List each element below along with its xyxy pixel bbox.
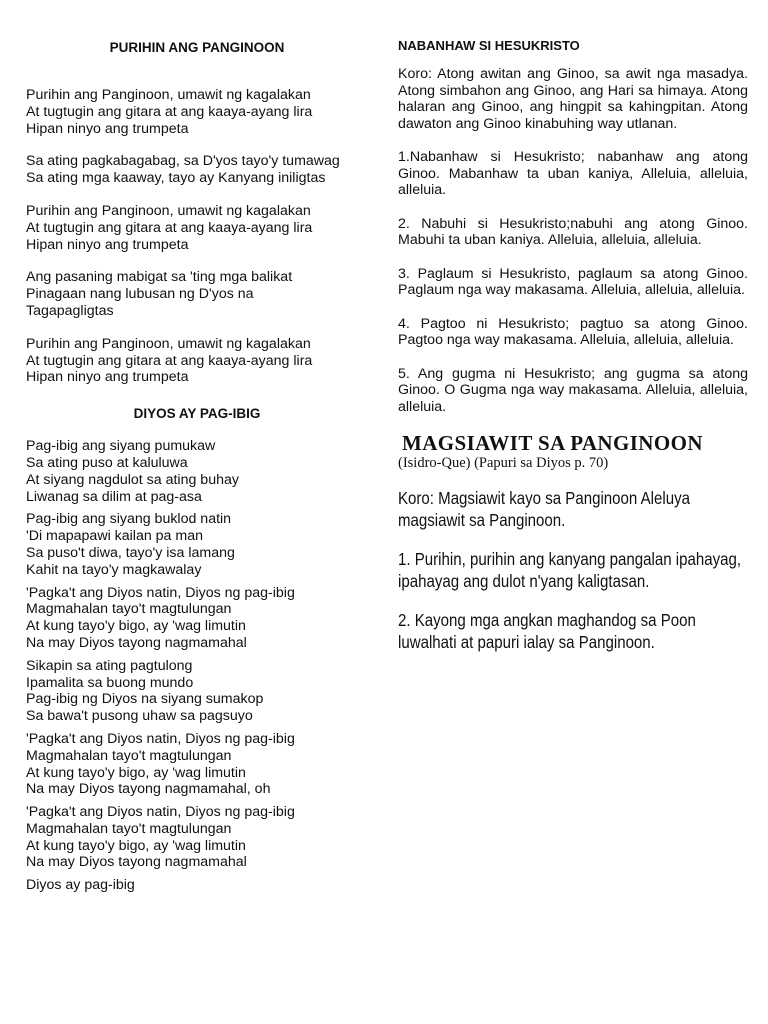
lyric-line: Na may Diyos tayong nagmamahal bbox=[26, 854, 247, 871]
song-credit: (Isidro-Que) (Papuri sa Diyos p. 70) bbox=[398, 455, 609, 471]
lyric-line: Sikapin sa ating pagtulong bbox=[26, 657, 193, 674]
verse-paragraph: 2. Nabuhi si Hesukristo;nabuhi ang atong Ginoo. Mabuhi ta uban kaniya. Alleluia, alleluia, alleluia. bbox=[398, 215, 748, 248]
lyric-line: Sa bawa't pusong uhaw sa pagsuyo bbox=[26, 708, 253, 725]
verse-paragraph: 1. Purihin, purihin ang kanyang pangalan ipahayag, ipahayag ang dulot n'yang kaligtasan. bbox=[398, 549, 742, 591]
stanza bbox=[26, 203, 368, 253]
lyric-line: Ipamalita sa buong mundo bbox=[26, 674, 194, 691]
song-title: MAGSIAWIT SA PANGINOON bbox=[402, 431, 703, 455]
verse-paragraph: 4. Pagtoo ni Hesukristo; pagtuo sa atong Ginoo. Pagtoo nga way makasama. Alleluia, alleluia, alleluia. bbox=[398, 315, 748, 348]
lyric-line: Hipan ninyo ang trumpeta bbox=[26, 236, 189, 253]
lyric-line: 'Di mapapawi kailan pa man bbox=[26, 528, 203, 545]
lyric-line: Kahit na tayo'y magkawalay bbox=[26, 561, 202, 578]
left-column bbox=[26, 0, 368, 894]
lyric-line: Sa ating mga kaaway, tayo ay Kanyang iniligtas bbox=[26, 170, 326, 187]
lyric-line: Na may Diyos tayong nagmamahal bbox=[26, 634, 247, 651]
lyric-line: Purihin ang Panginoon, umawit ng kagalakan bbox=[26, 87, 311, 103]
lyric-line: Magmahalan tayo't magtulungan bbox=[26, 747, 232, 764]
stanza bbox=[26, 804, 368, 871]
song-title: DIYOS AY PAG-IBIG bbox=[133, 406, 261, 422]
lyric-line: At tugtugin ang gitara at ang kaaya-ayang lira bbox=[26, 352, 313, 369]
stanza bbox=[26, 511, 368, 578]
stanza bbox=[26, 658, 368, 725]
song-title: NABANHAW SI HESUKRISTO bbox=[398, 38, 580, 53]
lyric-line: Diyos ay pag-ibig bbox=[26, 877, 135, 894]
lyric-line: Magmahalan tayo't magtulungan bbox=[26, 820, 232, 837]
lyric-line: Pag-ibig ng Diyos na siyang sumakop bbox=[26, 691, 264, 708]
verse-paragraph: 2. Kayong mga angkan maghandog sa Poon luwalhati at papuri ialay sa Panginoon. bbox=[398, 610, 696, 652]
stanza bbox=[26, 153, 368, 187]
lyric-line: 'Pagka't ang Diyos natin, Diyos ng pag-ibig bbox=[26, 584, 295, 601]
stanza bbox=[26, 731, 368, 798]
verse-paragraph: 3. Paglaum si Hesukristo, paglaum sa atong Ginoo. Paglaum nga way makasama. Alleluia, alleluia, alleluia. bbox=[398, 265, 748, 298]
chorus-paragraph: Koro: Atong awitan ang Ginoo, sa awit nga masadya. Atong simbahon ang Ginoo, ang Hari sa himaya. Atong halaran ang Ginoo, ang hingpit sa kahingpitan. Atong dawaton ang Ginoo kinabuhing way utlanan. bbox=[398, 66, 748, 132]
lyric-line: Purihin ang Panginoon, umawit ng kagalakan bbox=[26, 335, 311, 352]
lyric-line: Tagapagligtas bbox=[26, 302, 114, 319]
lyric-line: Na may Diyos tayong nagmamahal, oh bbox=[26, 781, 271, 798]
lyric-line: At tugtugin ang gitara at ang kaaya-ayang lira bbox=[26, 103, 313, 120]
right-column bbox=[398, 0, 748, 653]
lyric-line: Pag-ibig ang siyang buklod natin bbox=[26, 511, 232, 528]
stanza bbox=[26, 438, 368, 505]
chorus-paragraph: Koro: Magsiawit kayo sa Panginoon Aleluya magsiawit sa Panginoon. bbox=[398, 488, 690, 530]
lyric-line: Ang pasaning mabigat sa 'ting mga balikat bbox=[26, 269, 293, 286]
lyric-line: Sa puso't diwa, tayo'y isa lamang bbox=[26, 544, 235, 561]
lyric-line: Pinagaan nang lubusan ng D'yos na bbox=[26, 286, 254, 303]
stanza bbox=[26, 585, 368, 652]
stanza bbox=[26, 269, 368, 319]
verse-paragraph: 5. Ang gugma ni Hesukristo; ang gugma sa atong Ginoo. O Gugma nga way makasama. Alleluia, alleluia, alleluia. bbox=[398, 365, 748, 415]
lyric-line: At kung tayo'y bigo, ay 'wag limutin bbox=[26, 618, 246, 635]
stanza bbox=[26, 877, 368, 894]
lyric-line: At kung tayo'y bigo, ay 'wag limutin bbox=[26, 764, 246, 781]
lyric-line: At siyang nagdulot sa ating buhay bbox=[26, 471, 239, 488]
lyric-line: Pag-ibig ang siyang pumukaw bbox=[26, 438, 216, 455]
lyric-line: 'Pagka't ang Diyos natin, Diyos ng pag-ibig bbox=[26, 730, 295, 747]
lyric-line: Sa ating puso at kaluluwa bbox=[26, 454, 188, 471]
stanza bbox=[26, 336, 368, 386]
lyric-line: 'Pagka't ang Diyos natin, Diyos ng pag-ibig bbox=[26, 804, 295, 821]
lyric-line: Liwanag sa dilim at pag-asa bbox=[26, 488, 202, 505]
stanza bbox=[26, 87, 368, 137]
lyric-line: Sa ating pagkabagabag, sa D'yos tayo'y tumawag bbox=[26, 153, 340, 170]
lyric-line: Purihin ang Panginoon, umawit ng kagalakan bbox=[26, 202, 311, 219]
lyric-line: At kung tayo'y bigo, ay 'wag limutin bbox=[26, 837, 246, 854]
lyric-line: Magmahalan tayo't magtulungan bbox=[26, 601, 232, 618]
lyric-line: Hipan ninyo ang trumpeta bbox=[26, 120, 189, 137]
song-title: PURIHIN ANG PANGINOON bbox=[109, 40, 285, 55]
verse-paragraph: 1.Nabanhaw si Hesukristo; nabanhaw ang atong Ginoo. Mabanhaw ta uban kaniya, Alleluia, alleluia, alleluia. bbox=[398, 149, 748, 198]
lyric-line: Hipan ninyo ang trumpeta bbox=[26, 369, 189, 386]
lyric-line: At tugtugin ang gitara at ang kaaya-ayang lira bbox=[26, 219, 313, 236]
